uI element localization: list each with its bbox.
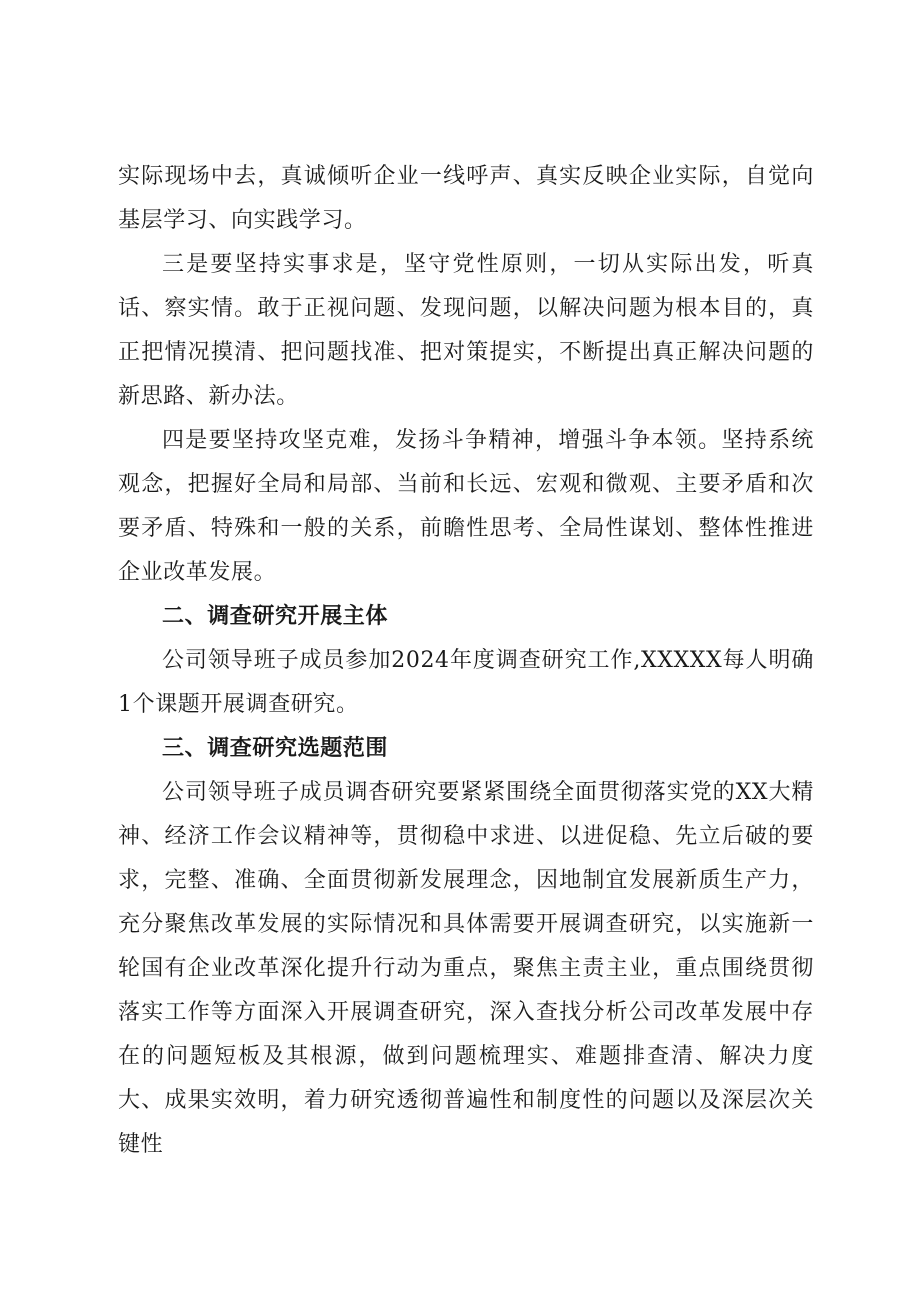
paragraph-continuation: 实际现场中去，真诚倾听企业一线呼声、真实反映企业实际，自觉向基层学习、向实践学习。 — [118, 164, 814, 233]
paragraph-point-four: 四是要坚持攻坚克难，发扬斗争精神，增强斗争本领。坚持系统观念，把握好全局和局部、当前和长远、宏观和微观、主要矛盾和次要矛盾、特殊和一般的关系，前瞻性思考、全局性谋划、整体性推进企业改革发展。 — [118, 428, 814, 585]
section-heading-3: 三、调查研究选题范围 — [162, 736, 389, 761]
document-body — [118, 155, 814, 1167]
section-heading-2: 二、调查研究开展主体 — [162, 604, 389, 629]
section-3-body: 公司领导班子成员调杳研究要紧紧围绕全面贯彻落实党的XX大精神、经济工作会议精神等，贯彻稳中求进、以进促稳、先立后破的要求，完整、准确、全面贯彻新发展理念，因地制宜发展新质生产力，充分聚焦改革发展的实际情况和具体需要开展调查研究，以实施新一轮国有企业改革深化提升行动为重点，聚焦主责主业，重点围绕贯彻落实工作等方面深入开展调查研究，深入查找分析公司改革发展中存在的问题短板及其根源，做到问题梳理实、难题排查清、解决力度大、成果实效明，着力研究透彻普遍性和制度性的问题以及深层次关键性 — [118, 780, 814, 1157]
section-2-body: 公司领导班子成员参加2024年度调查研究工作,XXXXX每人明确1个课题开展调查研究。 — [118, 648, 814, 717]
paragraph-point-three: 三是要坚持实事求是，坚守党性原则，一切从实际出发，听真话、察实情。敢于正视问题、发现问题，以解决问题为根本目的，真正把情况摸清、把问题找准、把对策提实，不断提出真正解决问题的新思路、新办法。 — [118, 252, 814, 409]
